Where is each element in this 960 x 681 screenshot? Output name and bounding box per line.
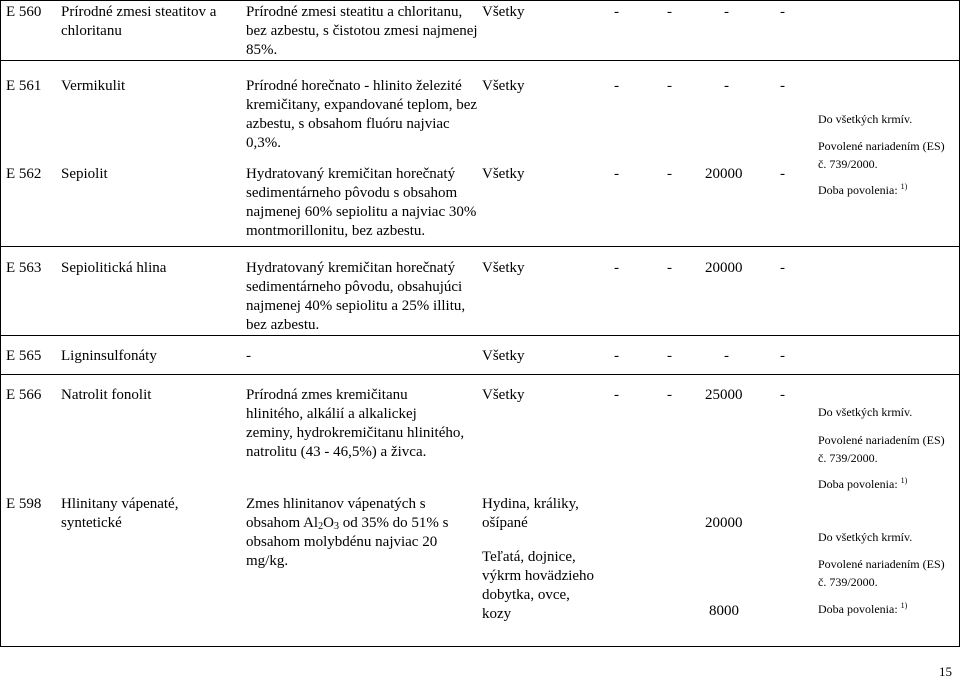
cell-description: Zmes hlinitanov vápenatých s obsahom $Al_2O_3$ od 35% do 51% s obsahom molybdénu najviac 20 mg/kg.	[246, 496, 449, 569]
note-reg-no: č. 739/2000.	[818, 157, 878, 171]
cell-dash: -	[667, 260, 672, 276]
cell-description: Hydratovaný kremičitan horečnatý sedimentárneho pôvodu, obsahujúci najmenej 40% sepiolitu a 25% illitu, bez azbestu.	[246, 260, 466, 333]
note-approved-by: Povolené nariadením (ES)	[818, 557, 945, 571]
cell-dash: -	[724, 348, 729, 364]
cell-code: E 598	[6, 496, 42, 512]
cell-dash: -	[780, 4, 785, 20]
cell-max-value: 20000	[705, 515, 743, 531]
note-period: Doba povolenia: $^{1)}$	[818, 476, 908, 491]
cell-species: Všetky	[482, 78, 525, 94]
cell-code: E 561	[6, 78, 42, 94]
cell-dash: -	[780, 260, 785, 276]
table-rule	[0, 0, 1, 646]
cell-code: E 566	[6, 387, 42, 403]
cell-dash: -	[614, 166, 619, 182]
cell-description: Prírodné zmesi steatitu a chloritanu, bez azbestu, s čistotou zmesi najmenej 85%.	[246, 4, 478, 58]
cell-name: Natrolit fonolit	[61, 387, 152, 403]
cell-max-value: 8000	[709, 603, 739, 619]
cell-name: Sepiolit	[61, 166, 108, 182]
cell-name: Hlinitany vápenaté, syntetické	[61, 496, 179, 531]
cell-description: Prírodné horečnato - hlinito železité kremičitany, expandované teplom, bez azbestu, s obsahom fluóru najviac 0,3%.	[246, 78, 478, 151]
cell-max-value: 20000	[705, 260, 743, 276]
cell-dash: -	[780, 387, 785, 403]
cell-name: Vermikulit	[61, 78, 126, 94]
cell-dash: -	[614, 78, 619, 94]
table-rule	[0, 335, 960, 336]
cell-description: Hydratovaný kremičitan horečnatý sedimentárneho pôvodu s obsahom najmenej 60% sepiolitu a najviac 30% montmorillonitu, bez azbestu.	[246, 166, 477, 239]
cell-species: Všetky	[482, 260, 525, 276]
note-approved-by: Povolené nariadením (ES)	[818, 433, 945, 447]
cell-code: E 565	[6, 348, 42, 364]
cell-max-value: 20000	[705, 166, 743, 182]
cell-description: Prírodná zmes kremičitanu hlinitého, alkálií a alkalickej zeminy, hydrokremičitanu hlinitého, natrolitu (43 - 46,5%) a živca.	[246, 387, 465, 460]
note-period: Doba povolenia: $^{1)}$	[818, 182, 908, 197]
table-rule	[0, 60, 960, 61]
cell-dash: -	[667, 166, 672, 182]
cell-name: Prírodné zmesi steatitov a chloritanu	[61, 4, 217, 39]
table-rule	[0, 0, 960, 1]
note-period: Doba povolenia: $^{1)}$	[818, 601, 908, 616]
cell-species: Teľatá, dojnice, výkrm hovädzieho dobytka, ovce, kozy	[482, 549, 595, 622]
cell-dash: -	[724, 4, 729, 20]
page-number: 15	[939, 664, 952, 679]
note-reg-no: č. 739/2000.	[818, 575, 878, 589]
cell-dash: -	[614, 260, 619, 276]
cell-name: Sepiolitická hlina	[61, 260, 167, 276]
cell-species: Všetky	[482, 348, 525, 364]
cell-species: Všetky	[482, 166, 525, 182]
footnote-marker: 1)	[900, 476, 908, 485]
table-rule	[0, 246, 960, 247]
cell-code: E 563	[6, 260, 42, 276]
cell-dash: -	[667, 348, 672, 364]
note-reg-no: č. 739/2000.	[818, 451, 878, 465]
cell-dash: -	[780, 166, 785, 182]
cell-code: E 562	[6, 166, 42, 182]
cell-name: Ligninsulfonáty	[61, 348, 157, 364]
cell-dash: -	[614, 348, 619, 364]
note-approved-by: Povolené nariadením (ES)	[818, 139, 945, 153]
note-all-feed: Do všetkých krmív.	[818, 530, 913, 544]
cell-dash: -	[667, 78, 672, 94]
table-rule	[0, 374, 960, 375]
cell-dash: -	[724, 78, 729, 94]
cell-code: E 560	[6, 4, 42, 20]
cell-max-value: 25000	[705, 387, 743, 403]
cell-species: Hydina, králiky, ošípané	[482, 496, 579, 531]
cell-species: Všetky	[482, 387, 525, 403]
cell-description: -	[246, 348, 251, 364]
footnote-marker: 1)	[900, 601, 908, 610]
cell-dash: -	[614, 4, 619, 20]
note-all-feed: Do všetkých krmív.	[818, 405, 913, 419]
cell-species: Všetky	[482, 4, 525, 20]
table-rule	[0, 646, 960, 647]
note-all-feed: Do všetkých krmív.	[818, 112, 913, 126]
cell-dash: -	[667, 4, 672, 20]
footnote-marker: 1)	[900, 182, 908, 191]
cell-dash: -	[780, 348, 785, 364]
cell-dash: -	[614, 387, 619, 403]
cell-dash: -	[667, 387, 672, 403]
cell-dash: -	[780, 78, 785, 94]
